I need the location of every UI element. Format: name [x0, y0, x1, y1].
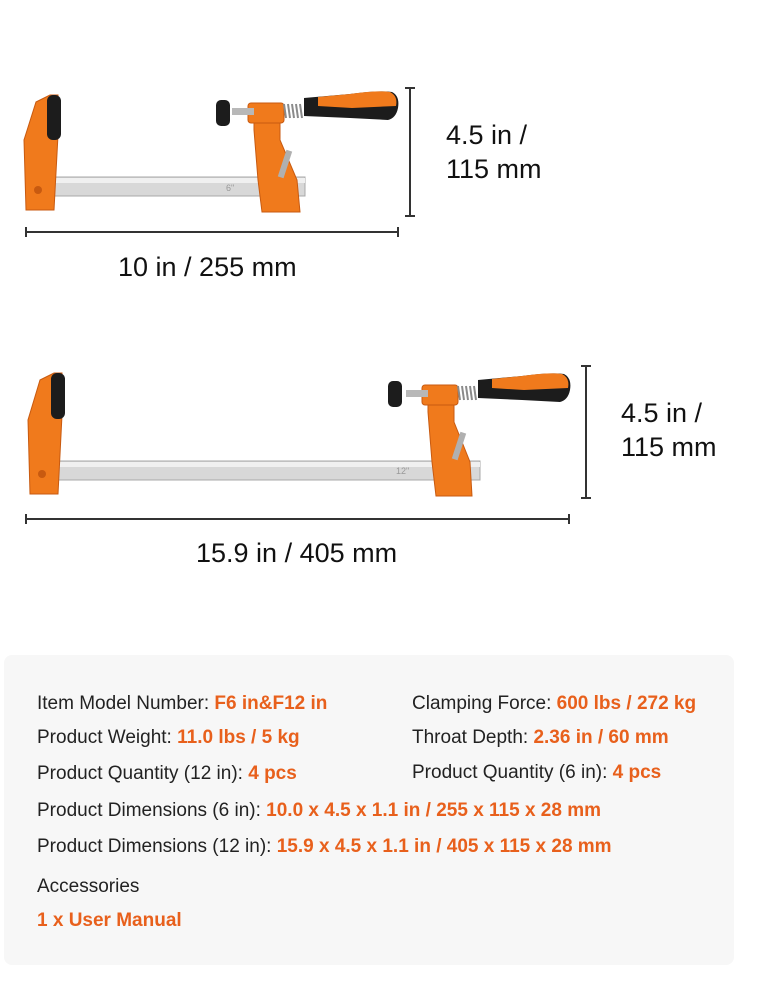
bar-mark: 12" — [396, 466, 410, 476]
spec-dim-12-label: Product Dimensions (12 in): — [37, 836, 277, 857]
spec-dim-6 — [37, 799, 601, 823]
spec-model-value: F6 in&F12 in — [214, 693, 328, 714]
spec-dim-6-value: 10.0 x 4.5 x 1.1 in / 255 x 115 x 28 mm — [266, 800, 602, 821]
spec-dim-12-value: 15.9 x 4.5 x 1.1 in / 405 x 115 x 28 mm — [276, 836, 612, 857]
spec-weight-value: 11.0 lbs / 5 kg — [177, 727, 300, 748]
spec-clamping-force — [412, 692, 696, 716]
small-clamp-length-label: 10 in / 255 mm — [118, 252, 297, 282]
spec-dim-6-label: Product Dimensions (6 in): — [37, 800, 267, 821]
spec-throat-depth-value: 2.36 in / 60 mm — [533, 727, 669, 748]
spec-throat-depth-label: Throat Depth: — [412, 727, 534, 748]
spec-qty-12-value: 4 pcs — [248, 763, 297, 784]
small-clamp-height-label-2: 115 mm — [446, 154, 542, 184]
spec-throat-depth — [412, 726, 669, 750]
jaw-pad — [51, 373, 65, 419]
large-clamp-height-label-2: 115 mm — [621, 432, 717, 462]
small-clamp-height-label-1: 4.5 in / — [446, 120, 528, 150]
spec-qty-6 — [412, 761, 661, 785]
spec-clamping-force-label: Clamping Force: — [412, 693, 557, 714]
accessory-item: 1 x User Manual — [37, 910, 182, 931]
bar-mark: 6" — [226, 183, 235, 193]
large-clamp-length-label: 15.9 in / 405 mm — [196, 538, 398, 568]
swivel-pad — [388, 381, 402, 407]
spec-dim-12 — [37, 835, 612, 859]
spec-model — [37, 692, 327, 716]
accessories-title: Accessories — [37, 876, 140, 897]
spec-weight — [37, 726, 300, 750]
large-clamp-height-label-1: 4.5 in / — [621, 398, 703, 428]
spec-qty-6-value: 4 pcs — [612, 762, 662, 783]
sliding-jaw — [428, 390, 472, 496]
spec-qty-12-label: Product Quantity (12 in): — [37, 763, 249, 784]
screw — [406, 390, 428, 397]
spec-qty-12 — [37, 762, 297, 786]
spec-model-label: Item Model Number: — [37, 693, 215, 714]
spec-qty-6-label: Product Quantity (6 in): — [412, 762, 613, 783]
spec-clamping-force-value: 600 lbs / 272 kg — [556, 693, 697, 714]
spec-weight-label: Product Weight: — [37, 727, 178, 748]
